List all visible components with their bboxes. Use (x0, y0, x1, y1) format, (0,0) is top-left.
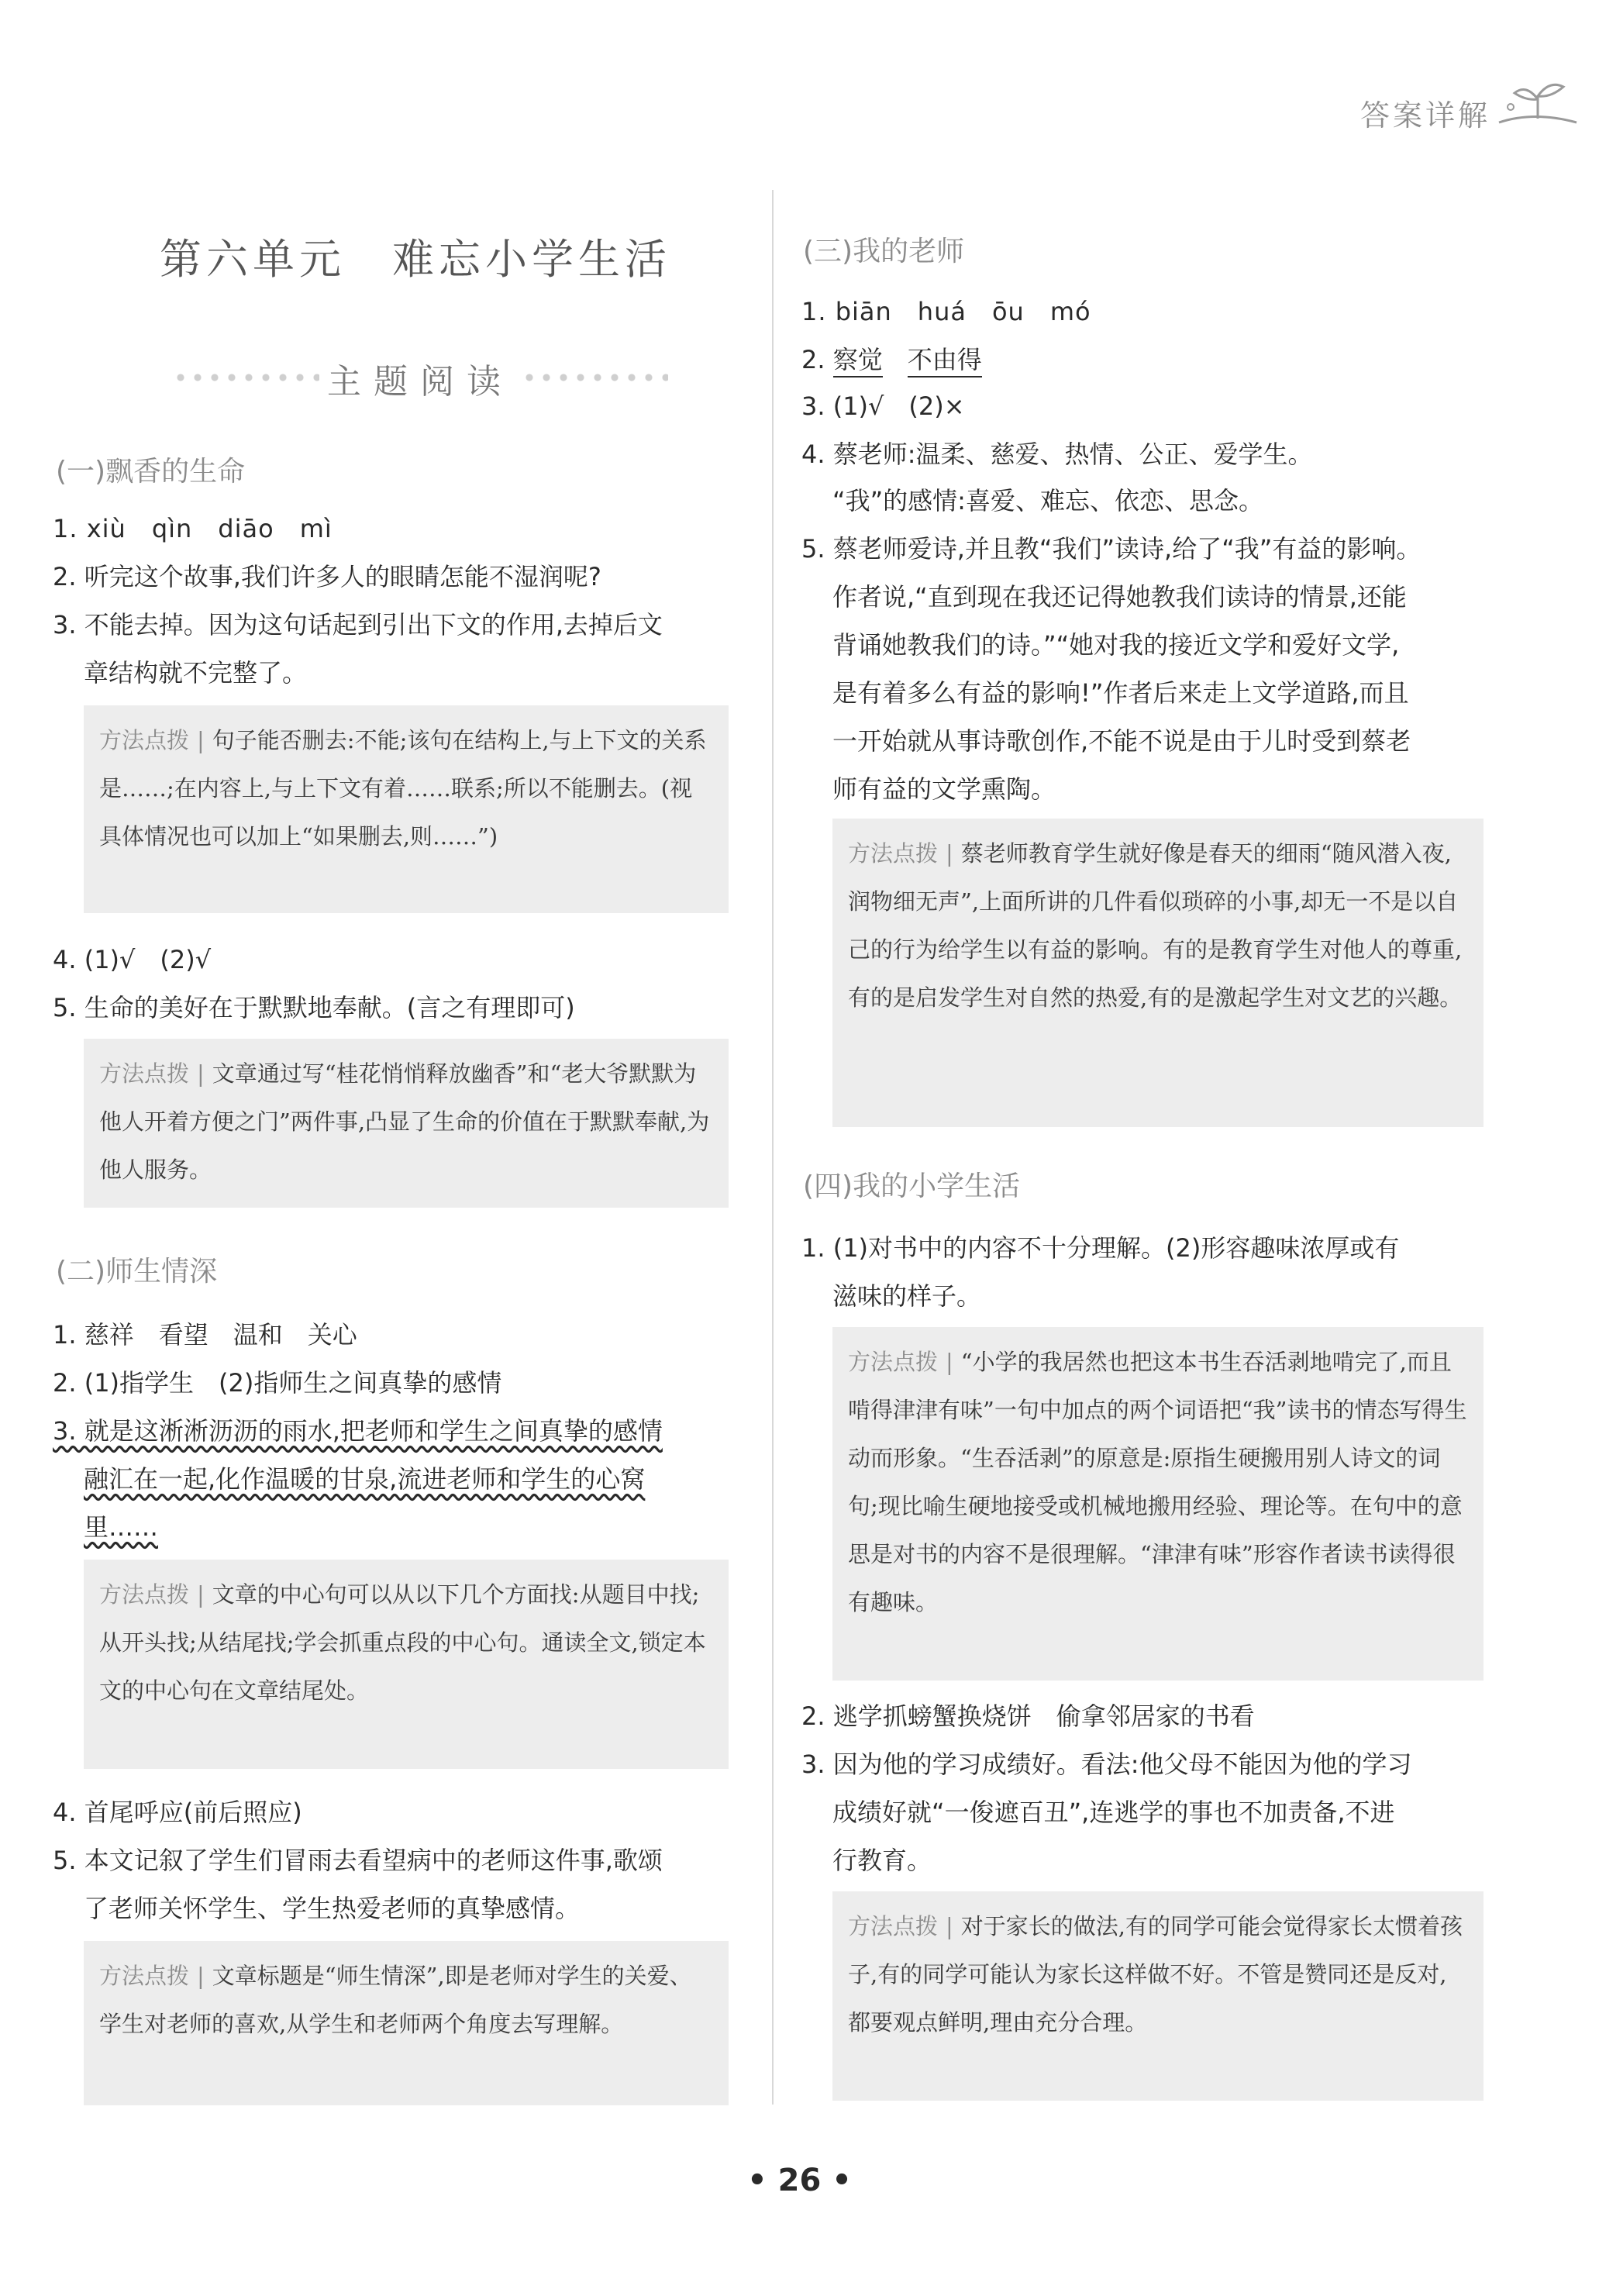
answer-3-5f: 师有益的文学熏陶。 (832, 774, 1056, 804)
method-tip-2-1 (84, 1560, 729, 1769)
answer-explanation-tag: 答案详解 (1359, 98, 1490, 133)
underlined-word-2: 不由得 (908, 345, 982, 377)
answer-2-4: 4. 首尾呼应(前后照应) (53, 1798, 302, 1827)
tip-label: 方法点拨 (848, 1349, 939, 1375)
tip-text: 蔡老师教育学生就好像是春天的细雨“随风潜入夜,润物细无声”,上面所讲的几件看似琐碎的小事,却无一不是以自己的行为给学生以有益的影响。有的是教育学生对他人的尊重,有的是启发学生对自然的热爱,有的是激起学生对文艺的兴趣。 (848, 840, 1463, 1011)
underlined-word-1: 察觉 (833, 345, 883, 377)
tip-separator: | (946, 1913, 953, 1939)
answer-1-2: 2. 听完这个故事,我们许多人的眼睛怎能不湿润呢? (53, 562, 601, 591)
answer-4-2: 2. 逃学抓螃蟹换烧饼 偷拿邻居家的书看 (801, 1701, 1255, 1731)
answer-2-2: 2. (1)指学生 (2)指师生之间真挚的感情 (53, 1368, 502, 1398)
answer-3-5c: 背诵她教我们的诗。”“她对我的接近文学和爱好文学, (832, 630, 1400, 660)
answer-2-1: 1. 慈祥 看望 温和 关心 (53, 1320, 357, 1350)
theme-reading-band (126, 353, 715, 400)
page-title: 第六单元 难忘小学生活 (160, 235, 671, 284)
answer-3-4b: “我”的感情:喜爱、难忘、依恋、思念。 (832, 486, 1263, 515)
answer-3-5a: 5. 蔡老师爱诗,并且教“我们”读诗,给了“我”有益的影响。 (801, 534, 1422, 564)
column-divider (772, 190, 774, 2105)
method-tip-2-2 (84, 1941, 729, 2105)
section-heading-1: (一)飘香的生命 (56, 456, 246, 488)
tip-separator: | (946, 840, 953, 867)
answer-2-3c: 里…… (84, 1512, 159, 1542)
tip-separator: | (197, 1963, 205, 1989)
answer-4-3b: 成绩好就“一俊遮百丑”,连逃学的事也不加责备,不进 (832, 1798, 1395, 1827)
answer-4-3c: 行教育。 (832, 1846, 932, 1875)
answer-1-4: 4. (1)√ (2)√ (53, 945, 212, 974)
answer-3-1: 1. biān huá ōu mó (801, 297, 1091, 326)
answer-4-1b: 滋味的样子。 (832, 1281, 982, 1311)
answer-3-5d: 是有着多么有益的影响!”作者后来走上文学道路,而且 (832, 678, 1409, 708)
answer-1-1: 1. xiù qìn diāo mì (53, 514, 333, 543)
section-heading-4: (四)我的小学生活 (803, 1170, 1021, 1202)
answer-3-3: 3. (1)√ (2)× (801, 391, 965, 421)
answer-3-5e: 一开始就从事诗歌创作,不能不说是由于儿时受到蔡老 (832, 726, 1411, 756)
method-tip-4-1 (832, 1327, 1484, 1681)
answer-2-3a: 3. 就是这淅淅沥沥的雨水,把老师和学生之间真挚的感情 (53, 1416, 663, 1446)
answer-2-5b: 了老师关怀学生、学生热爱老师的真挚感情。 (84, 1894, 581, 1923)
method-tip-3-1 (832, 819, 1484, 1127)
section-heading-3: (三)我的老师 (803, 236, 965, 267)
answer-2-5a: 5. 本文记叙了学生们冒雨去看望病中的老师这件事,歌颂 (53, 1846, 663, 1875)
tip-text: “小学的我居然也把这本书生吞活剥地啃完了,而且啃得津津有味”一句中加点的两个词语把“我”读书的情态写得生动而形象。“生吞活剥”的原意是:原指生硬搬用别人诗文的词句;现比喻生硬地接受或机械地搬用经验、理论等。在句中的意思是对书的内容不是很理解。“津津有味”形容作者读书读得很有趣味。 (848, 1349, 1467, 1615)
sprout-icon (1495, 76, 1580, 130)
answer-2-3b: 融汇在一起,化作温暖的甘泉,流进老师和学生的心窝 (84, 1464, 646, 1494)
tip-separator: | (197, 1060, 205, 1087)
answer-3-2: 2. 察觉 不由得 (801, 344, 982, 375)
answer-1-3b: 章结构就不完整了。 (84, 658, 308, 688)
answer-4-1a: 1. (1)对书中的内容不十分理解。(2)形容趣味浓厚或有 (801, 1233, 1400, 1263)
band-title: 主题阅读 (327, 362, 513, 402)
tip-separator: | (946, 1349, 953, 1375)
tip-text: 文章通过写“桂花悄悄释放幽香”和“老大爷默默为他人开着方便之门”两件事,凸显了生命的价值在于默默奉献,为他人服务。 (99, 1060, 710, 1183)
answer-4-3a: 3. 因为他的学习成绩好。看法:他父母不能因为他的学习 (801, 1750, 1412, 1779)
tip-label: 方法点拨 (99, 1060, 190, 1087)
tip-label: 方法点拨 (848, 1913, 939, 1939)
answer-3-5b: 作者说,“直到现在我还记得她教我们读诗的情景,还能 (832, 582, 1407, 612)
tip-label: 方法点拨 (99, 1581, 190, 1608)
answer-1-3a: 3. 不能去掉。因为这句话起到引出下文的作用,去掉后文 (53, 610, 663, 640)
method-tip-1-2 (84, 1039, 729, 1208)
tip-separator: | (197, 1581, 205, 1608)
tip-text: 文章的中心句可以从以下几个方面找:从题目中找;从开头找;从结尾找;学会抓重点段的中心句。通读全文,锁定本文的中心句在文章结尾处。 (99, 1581, 706, 1704)
tip-label: 方法点拨 (848, 840, 939, 867)
method-tip-4-2 (832, 1891, 1484, 2101)
method-tip-1-1 (84, 705, 729, 913)
tip-separator: | (197, 727, 205, 753)
tip-text: 文章标题是“师生情深”,即是老师对学生的关爱、学生对老师的喜欢,从学生和老师两个角度去写理解。 (99, 1963, 692, 2037)
answer-3-4a: 4. 蔡老师:温柔、慈爱、热情、公正、爱学生。 (801, 440, 1313, 469)
section-heading-2: (二)师生情深 (56, 1256, 218, 1288)
answer-1-5: 5. 生命的美好在于默默地奉献。(言之有理即可) (53, 993, 575, 1022)
tip-text: 对于家长的做法,有的同学可能会觉得家长太惯着孩子,有的同学可能认为家长这样做不好。不管是赞同还是反对,都要观点鲜明,理由充分合理。 (848, 1913, 1463, 2036)
band-dots-right (521, 374, 668, 381)
tip-label: 方法点拨 (99, 1963, 190, 1989)
page-number: • 26 • (747, 2163, 852, 2198)
tip-text: 句子能否删去:不能;该句在结构上,与上下文的关系是……;在内容上,与上下文有着……联系;所以不能删去。(视具体情况也可以加上“如果删去,则……”) (99, 727, 707, 850)
tip-label: 方法点拨 (99, 727, 190, 753)
